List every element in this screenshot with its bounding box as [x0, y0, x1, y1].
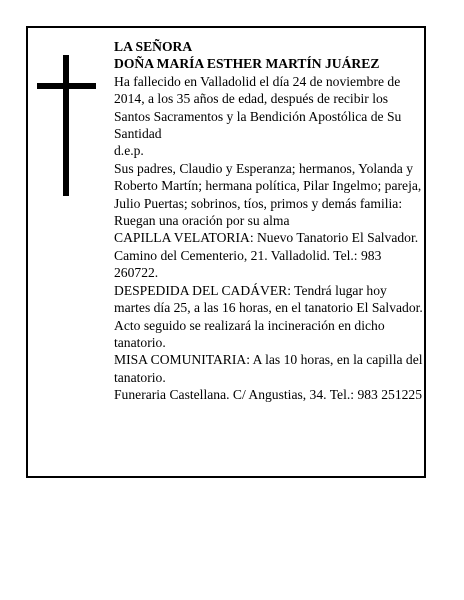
obituary-text	[114, 38, 424, 404]
farewell-info: DESPEDIDA DEL CADÁVER: Tendrá lugar hoy martes día 25, a las 16 horas, en el tanatorio El Salvador. Acto seguido se realizará la incineración en dicho tanatorio.	[114, 282, 423, 350]
death-announcement: Ha fallecido en Valladolid el día 24 de noviembre de 2014, a los 35 años de edad, después de recibir los Santos Sacramentos y la Bendición Apostólica de Su Santidad	[114, 73, 402, 142]
dep-line: d.e.p.	[114, 143, 144, 159]
mass-info: MISA COMUNITARIA: A las 10 horas, en la capilla del tanatorio.	[114, 352, 423, 385]
funeral-home-info: Funeraria Castellana. C/ Angustias, 34. Tel.: 983 251225	[114, 387, 423, 403]
cross-horizontal-bar	[37, 83, 96, 89]
prayer-request: Ruegan una oración por su alma	[114, 213, 290, 229]
chapel-info: CAPILLA VELATORIA: Nuevo Tanatorio El Salvador. Camino del Cementerio, 21. Valladolid. Tel.: 983 260722.	[114, 230, 419, 281]
obituary-title-line1: LA SEÑORA	[114, 39, 193, 54]
family-line: Sus padres, Claudio y Esperanza; hermanos, Yolanda y Roberto Martín; hermana política, Pilar Ingelmo; pareja, Julio Puertas; sobrinos, tíos, primos y demás familia:	[114, 160, 422, 211]
cross-vertical-bar	[63, 55, 69, 196]
obituary-title-line2: DOÑA MARÍA ESTHER MARTÍN JUÁREZ	[114, 56, 380, 72]
